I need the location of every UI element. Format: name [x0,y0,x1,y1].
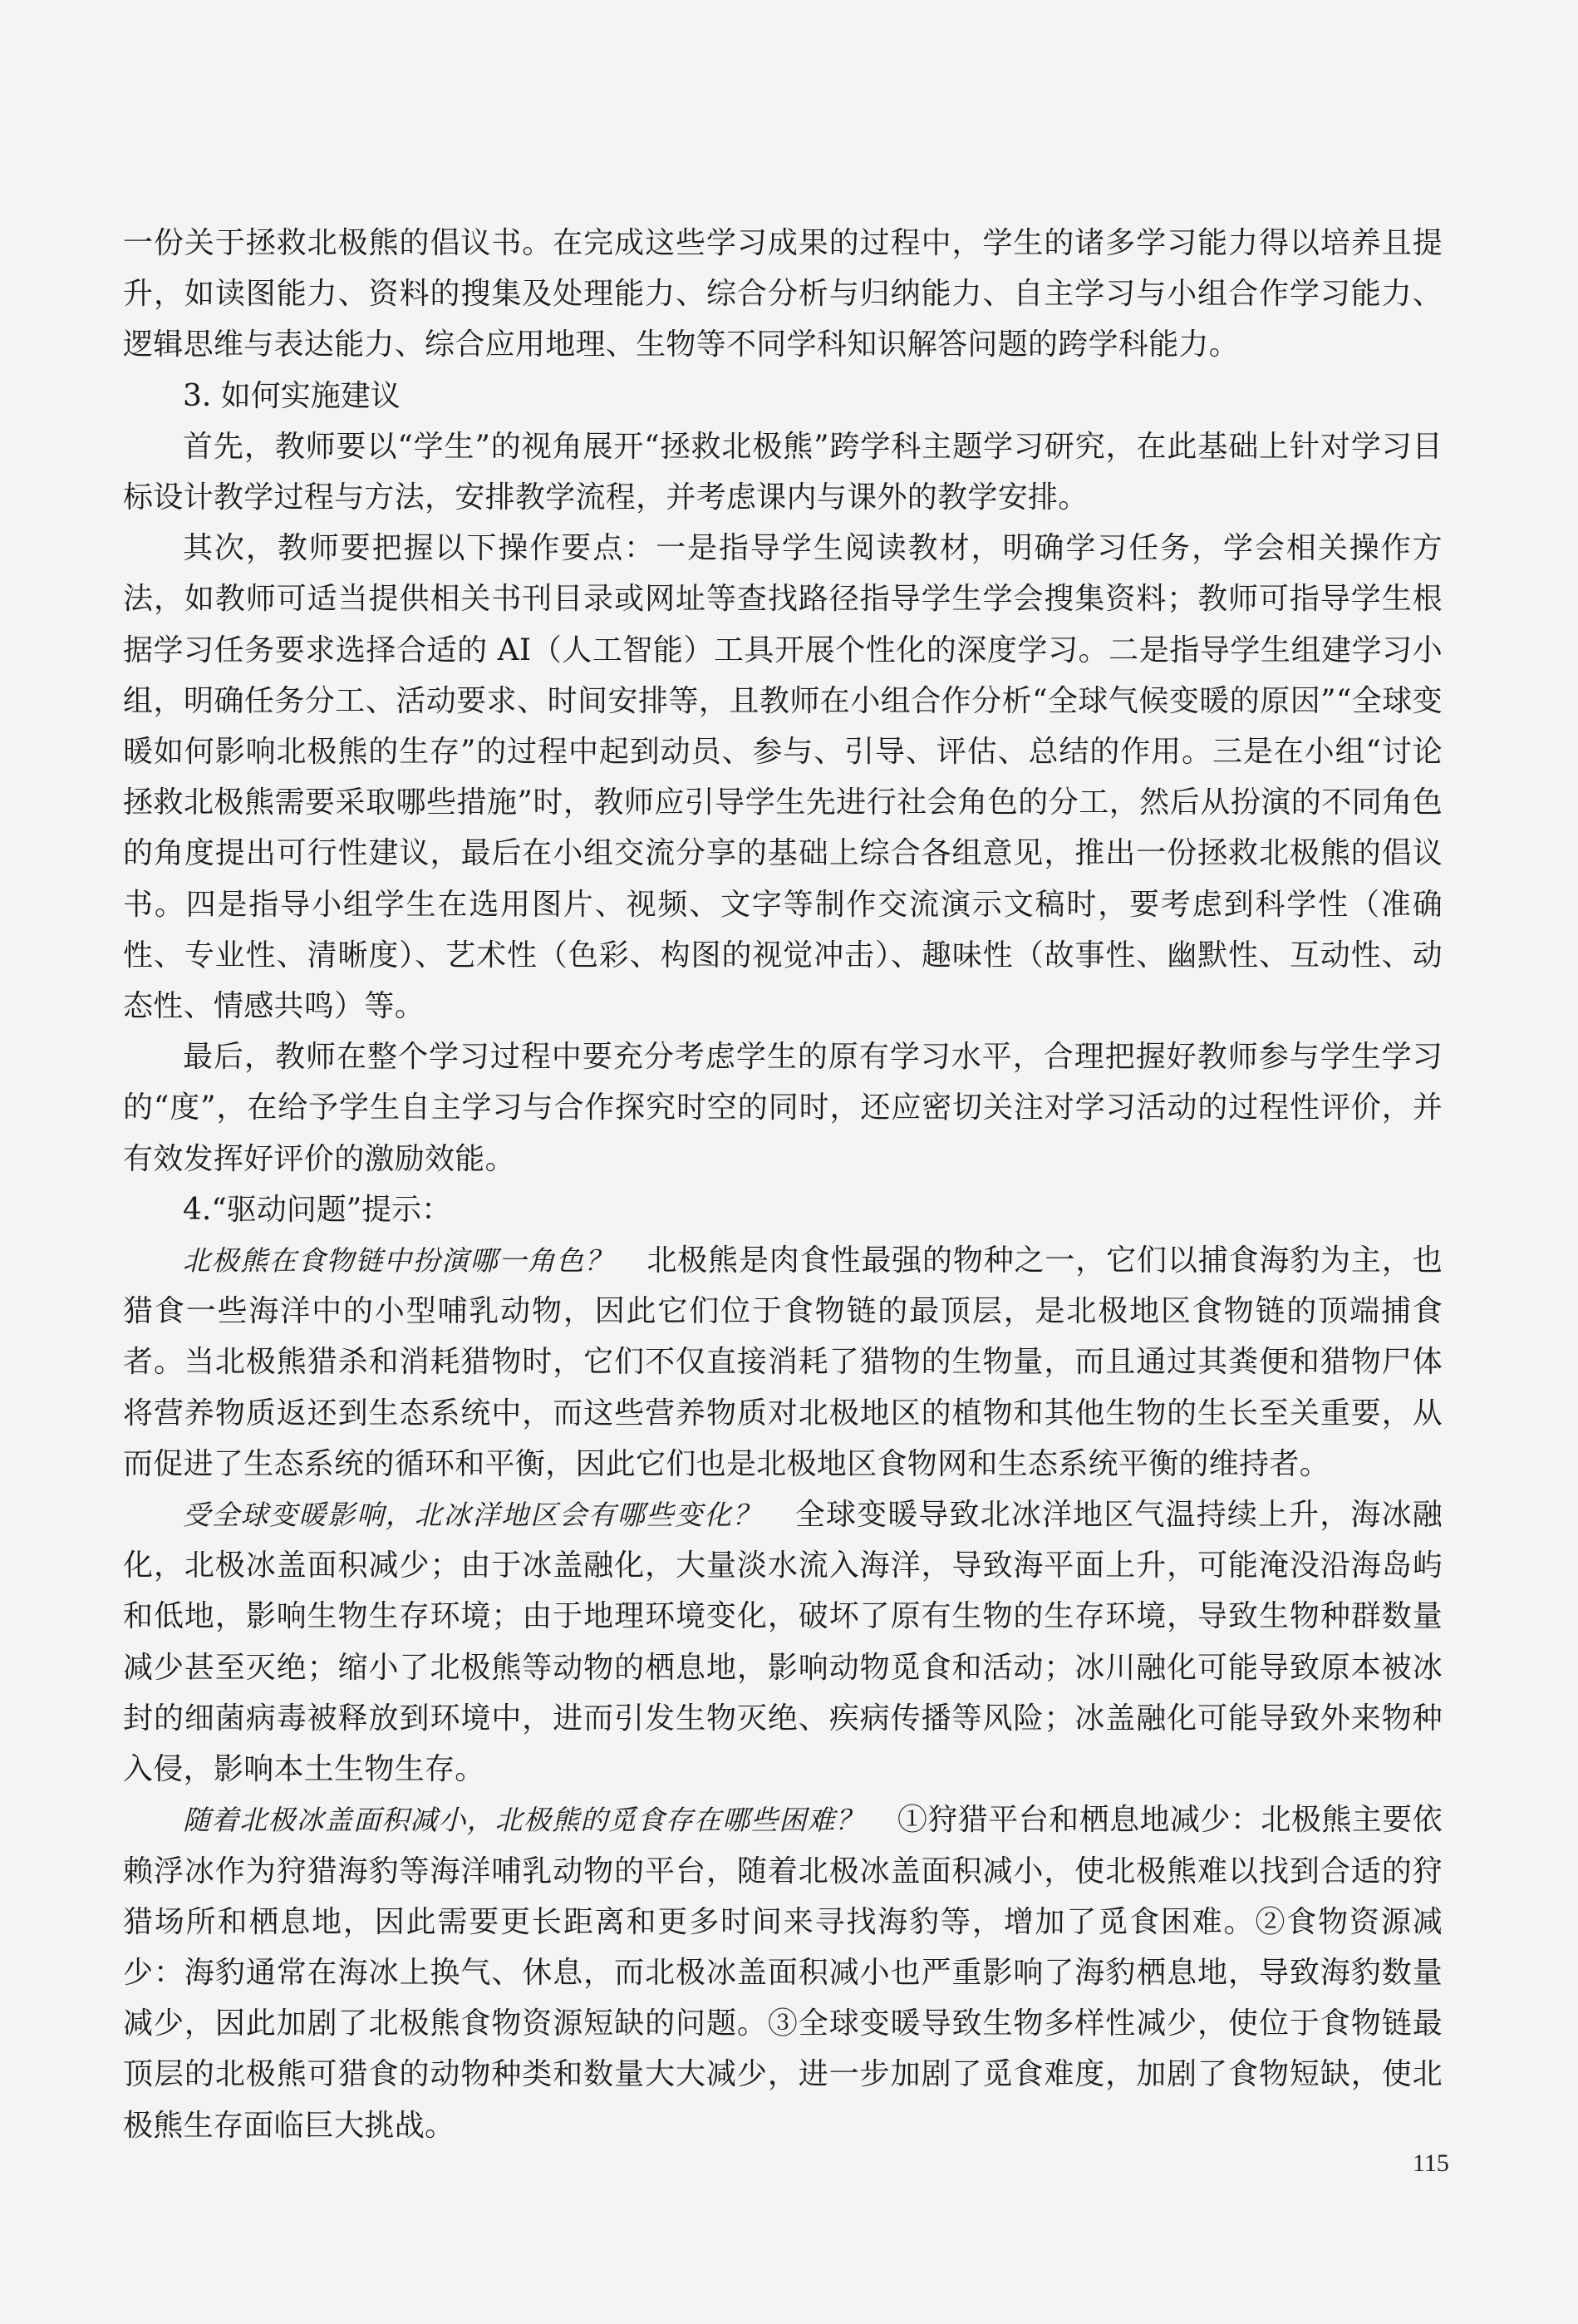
paragraph-last: 最后，教师在整个学习过程中要充分考虑学生的原有学习水平，合理把握好教师参与学生学习的“度”，在给予学生自主学习与合作探究时空的同时，还应密切关注对学习活动的过程性评价，并有效发挥好评价的激励效能。 [123,1040,1443,1176]
paragraph-first: 首先，教师要以“学生”的视角展开“拯救北极熊”跨学科主题学习研究，在此基础上针对学习目标设计教学过程与方法，安排教学流程，并考虑课内与课外的教学安排。 [123,429,1443,515]
question-3-text: 随着北极冰盖面积减小，北极熊的觅食存在哪些困难？ [183,1804,864,1837]
answer-2-text: 全球变暖导致北冰洋地区气温持续上升，海冰融化，北极冰盖面积减少；由于冰盖融化，大量淡水流入海洋，导致海平面上升，可能淹没沿海岛屿和低地，影响生物生存环境；由于地理环境变化，破坏了原有生物的生存环境，导致生物种群数量减少甚至灭绝；缩小了北极熊等动物的栖息地，影响动物觅食和活动；冰川融化可能导致原本被冰封的细菌病毒被释放到环境中，进而引发生物灭绝、疾病传播等风险；冰盖融化可能导致外来物种入侵，影响本土生物生存。 [123,1498,1443,1787]
answer-1-text: 北极熊是肉食性最强的物种之一，它们以捕食海豹为主，也猎食一些海洋中的小型哺乳动物，因此它们位于食物链的最顶层，是北极地区食物链的顶端捕食者。当北极熊猎杀和消耗猎物时，它们不仅直接消耗了猎物的生物量，而且通过其粪便和猎物尸体将营养物质返还到生态系统中，而这些营养物质对北极地区的植物和其他生物的生长至关重要，从而促进了生态系统的循环和平衡，因此它们也是北极地区食物网和生态系统平衡的维持者。 [123,1243,1443,1481]
answer-3-text: ①狩猎平台和栖息地减少：北极熊主要依赖浮冰作为狩猎海豹等海洋哺乳动物的平台，随着北极冰盖面积减小，使北极熊难以找到合适的狩猎场所和栖息地，因此需要更长距离和更多时间来寻找海豹等，增加了觅食困难。②食物资源减少：海豹通常在海冰上换气、休息，而北极冰盖面积减小也严重影响了海豹栖息地，导致海豹数量减少，因此加剧了北极熊食物资源短缺的问题。③全球变暖导致生物多样性减少，使位于食物链最顶层的北极熊可猎食的动物种类和数量大大减少，进一步加剧了觅食难度，加剧了食物短缺，使北极熊生存面临巨大挑战。 [123,1803,1443,2143]
driving-question-3 [123,1795,1443,2150]
section-heading-3: 3. 如何实施建议 [183,378,401,413]
driving-question-2 [123,1489,1443,1795]
question-1-text: 北极熊在食物链中扮演哪一角色？ [183,1244,614,1278]
driving-question-1 [123,1235,1443,1489]
question-2-text: 受全球变暖影响，北冰洋地区会有哪些变化？ [183,1499,762,1532]
paragraph-second: 其次，教师要把握以下操作要点：一是指导学生阅读教材，明确学习任务，学会相关操作方法，如教师可适当提供相关书刊目录或网址等查找路径指导学生学会搜集资料；教师可指导学生根据学习任务要求选择合适的 AI（人工智能）工具开展个性化的深度学习。二是指导学生组建学习小组，明确任务分工、活动要求、时间安排等，且教师在小组合作分析“全球气候变暖的原因”“全球变暖如何影响北极熊的生存”的过程中起到动员、参与、引导、评估、总结的作用。三是在小组“讨论拯救北极熊需要采取哪些措施”时，教师应引导学生先进行社会角色的分工，然后从扮演的不同角色的角度提出可行性建议，最后在小组交流分享的基础上综合各组意见，推出一份拯救北极熊的倡议书。四是指导小组学生在选用图片、视频、文字等制作交流演示文稿时，要考虑到科学性（准确性、专业性、清晰度）、艺术性（色彩、构图的视觉冲击）、趣味性（故事性、幽默性、互动性、动态性、情感共鸣）等。 [123,531,1443,1024]
section-heading-4: 4.“驱动问题”提示： [183,1192,452,1227]
paragraph-continuation: 一份关于拯救北极熊的倡议书。在完成这些学习成果的过程中，学生的诸多学习能力得以培养且提升，如读图能力、资料的搜集及处理能力、综合分析与归纳能力、自主学习与小组合作学习能力、逻辑思维与表达能力、综合应用地理、生物等不同学科知识解答问题的跨学科能力。 [123,226,1443,362]
page-body [123,218,1443,2151]
page-number: 115 [1413,2149,1449,2177]
